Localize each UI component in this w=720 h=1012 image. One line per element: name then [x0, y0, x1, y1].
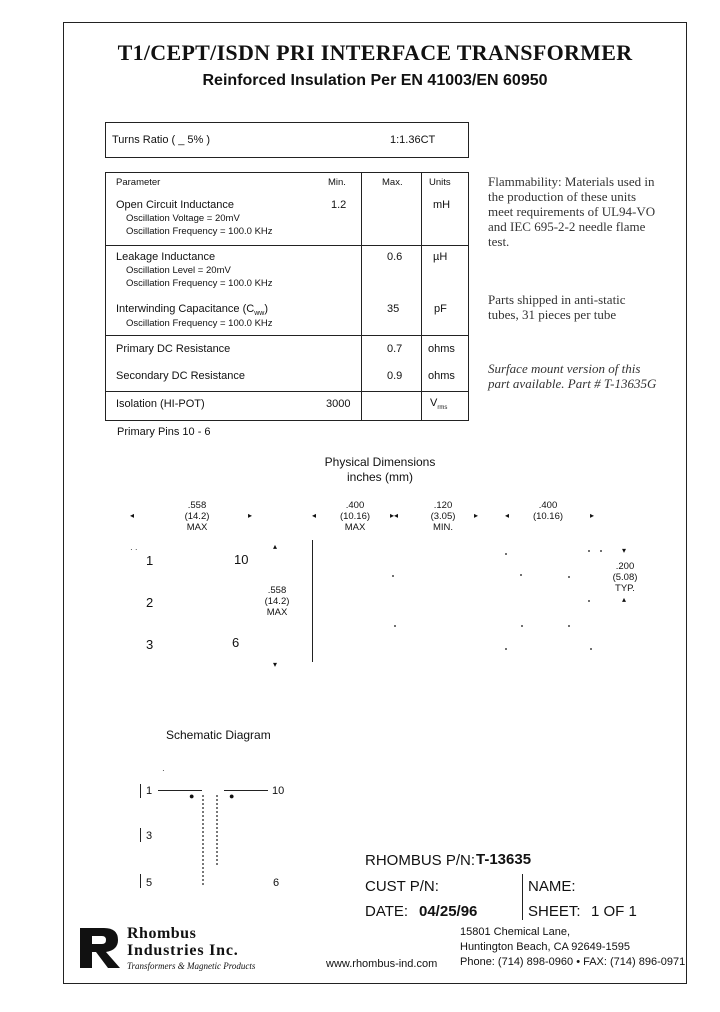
schematic-pin: 6 [273, 877, 280, 889]
dim-width: .558 (14.2) MAX [184, 500, 210, 533]
corner-mark-icon: · [162, 766, 165, 775]
pin-tick [140, 874, 141, 888]
pri-dcr-label: Primary DC Resistance [116, 343, 231, 355]
arrow-up-icon: ▾ [622, 546, 627, 555]
sheet-label: SHEET: [528, 903, 581, 920]
rhombus-logo-icon [78, 926, 124, 970]
pin-label: 2 [146, 595, 154, 610]
secondary-winding [216, 795, 222, 865]
title-block-divider [522, 874, 523, 920]
primary-winding [202, 795, 208, 885]
document-title: T1/CEPT/ISDN PRI INTERFACE TRANSFORMER [117, 40, 633, 65]
document-subtitle: Reinforced Insulation Per EN 41003/EN 60950 [202, 72, 548, 89]
sheet-value: 1 OF 1 [591, 903, 637, 920]
physical-dimensions-title: Physical Dimensions inches (mm) [324, 455, 436, 484]
turns-ratio-value: 1:1.36CT [390, 134, 436, 146]
dim-side: .400 (10.16) MAX [339, 500, 371, 533]
arrow-right-icon: ▸ [590, 511, 595, 520]
header-parameter: Parameter [116, 177, 161, 188]
arrow-right-icon: ▸ [248, 511, 253, 520]
leak-cond1: Oscillation Level = 20mV [126, 265, 231, 276]
oci-label: Open Circuit Inductance [116, 199, 235, 211]
turns-ratio-box [105, 122, 469, 158]
schematic-pin: 1 [146, 785, 153, 797]
schematic-title: Schematic Diagram [166, 728, 271, 742]
arrow-down-icon: ▾ [273, 660, 278, 669]
arrow-left-icon: ◂ [312, 511, 317, 520]
company-name-line2: Industries Inc. [127, 942, 239, 959]
oci-cond2: Oscillation Frequency = 100.0 KHz [126, 226, 273, 237]
primary-pins: Primary Pins 10 - 6 [117, 426, 211, 438]
company-name-line1: Rhombus [127, 925, 197, 942]
dim-lead: .120 (3.05) MIN. [430, 500, 456, 533]
footprint-dot [590, 648, 592, 650]
cap-units: pF [434, 303, 447, 315]
polarity-dot-icon: ● [189, 791, 195, 801]
flammability-note: Flammability: Materials used in the production of these units meet requirements of UL94-VO and IEC 695-2-2 needle flame test. [488, 174, 656, 249]
pin-tick [140, 784, 141, 798]
sec-dcr-max: 0.9 [387, 370, 403, 382]
primary-lead [158, 790, 202, 791]
cap-max: 35 [387, 303, 400, 315]
isolation-units: $V_{rms}$ [430, 397, 448, 412]
isolation-min: 3000 [326, 398, 351, 410]
arrow-right-icon: ▸ [474, 511, 479, 520]
footprint-dot [600, 550, 602, 552]
arrow-left-icon: ◂ [130, 511, 135, 520]
website[interactable]: www.rhombus-ind.com [326, 958, 438, 970]
footprint-dot [505, 553, 507, 555]
schematic-pin: 10 [272, 785, 285, 797]
pin-label: 3 [146, 637, 154, 652]
pin-tick [140, 828, 141, 842]
date-label: DATE: [365, 903, 409, 920]
schematic-pin: 5 [146, 877, 153, 889]
header-min: Min. [328, 177, 346, 188]
footprint-dot [394, 625, 396, 627]
arrow-lead-icon: ▸◂ [390, 511, 399, 520]
pin-label: 1 [146, 553, 154, 568]
footprint-dot [568, 576, 570, 578]
header-max: Max. [382, 177, 403, 188]
company-tagline: Transformers & Magnetic Products [127, 961, 256, 971]
footprint-dot [588, 550, 590, 552]
pin-label: 10 [234, 552, 249, 567]
address-line2: Huntington Beach, CA 92649-1595 [460, 941, 631, 953]
turns-ratio-label: Turns Ratio ( _ 5% ) [112, 134, 211, 146]
pin-label: 6 [232, 635, 240, 650]
schematic-pin: 3 [146, 830, 153, 842]
footprint-dot [520, 574, 522, 576]
arrow-down-icon: ▴ [622, 595, 627, 604]
pri-dcr-max: 0.7 [387, 343, 403, 355]
spec-table [105, 172, 469, 421]
footprint-dot [521, 625, 523, 627]
isolation-label: Isolation (HI-POT) [116, 398, 205, 410]
arrow-up-icon: ▴ [273, 542, 278, 551]
oci-min: 1.2 [331, 199, 347, 211]
polarity-dot-icon: ● [229, 791, 235, 801]
pri-dcr-units: ohms [428, 343, 455, 355]
footprint-dot [392, 575, 394, 577]
dim-spacing: .200 (5.08) TYP. [612, 561, 638, 594]
name-label: NAME: [528, 878, 576, 895]
leak-cond2: Oscillation Frequency = 100.0 KHz [126, 278, 273, 289]
parts-shipped-note: Parts shipped in anti-static tubes, 31 pieces per tube [488, 292, 626, 322]
address-line1: 15801 Chemical Lane, [460, 926, 571, 938]
rhombus-pn-value: T-13635 [476, 851, 532, 868]
corner-mark-icon: · · [130, 545, 138, 554]
oci-cond1: Oscillation Voltage = 20mV [126, 213, 240, 224]
sec-dcr-label: Secondary DC Resistance [116, 370, 246, 382]
oci-units: mH [433, 199, 451, 211]
dim-height: .558 (14.2) MAX [264, 585, 290, 618]
side-view-edge [312, 540, 313, 662]
footprint-dot [505, 648, 507, 650]
header-units: Units [429, 177, 451, 188]
leak-units: µH [433, 251, 448, 263]
cap-cond: Oscillation Frequency = 100.0 KHz [126, 318, 273, 329]
phone-fax: Phone: (714) 898-0960 • FAX: (714) 896-0971 [460, 956, 686, 968]
footprint-dot [568, 625, 570, 627]
leak-label: Leakage Inductance [116, 251, 216, 263]
leak-max: 0.6 [387, 251, 403, 263]
cap-label: Interwinding Capacitance $(C_{ww})$ [116, 303, 268, 318]
cust-pn-label: CUST P/N: [365, 878, 439, 895]
surface-mount-note: Surface mount version of this part available. Part # T-13635G [488, 361, 657, 391]
dim-pitch: .400 (10.16) [532, 500, 564, 522]
sec-dcr-units: ohms [428, 370, 455, 382]
rhombus-pn-label: RHOMBUS P/N: [365, 852, 476, 869]
date-value: 04/25/96 [419, 903, 478, 920]
footprint-dot [588, 600, 590, 602]
arrow-left-icon: ◂ [505, 511, 510, 520]
